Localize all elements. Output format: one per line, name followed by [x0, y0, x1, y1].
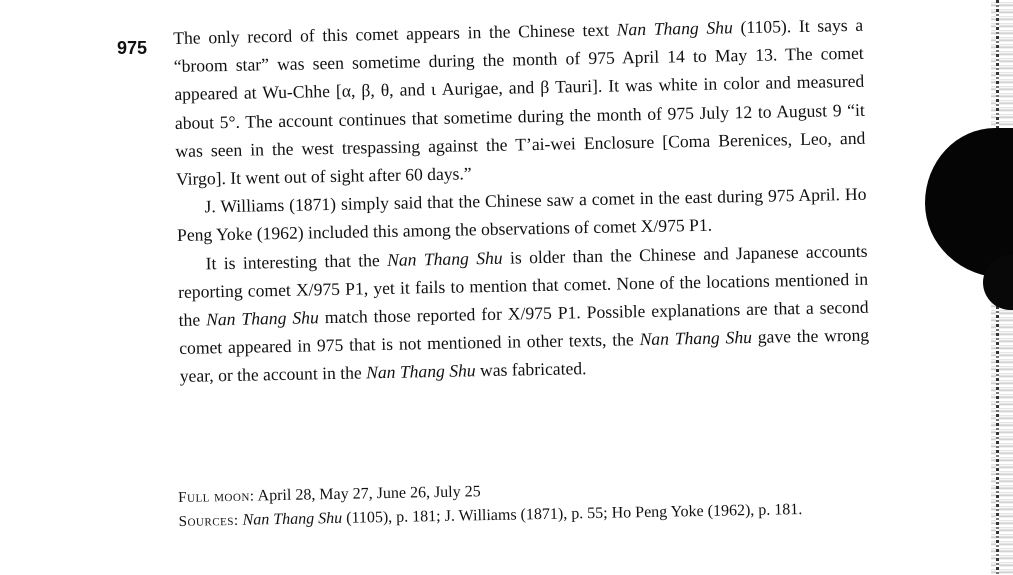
- book-title: Nan Thang Shu: [616, 17, 733, 40]
- paragraph-2: J. Williams (1871) simply said that the Chinese saw a comet in the east during 975 April. Ho Peng Yoke (1962) included this among the observations of comet X/975 P1.: [176, 183, 867, 246]
- full-moon-label: Full moon:: [178, 488, 255, 506]
- scan-shadow: [925, 128, 1013, 278]
- book-title: Nan Thang Shu: [365, 360, 476, 383]
- entry-body: [173, 11, 870, 391]
- book-title: Nan Thang Shu: [386, 247, 503, 270]
- book-title: Nan Thang Shu: [205, 307, 319, 330]
- paragraph-3: It is interesting that the Nan Thang Shu is older than the Chinese and Japanese accounts reporting comet X/975 P1, yet it fails to mention that comet. None of the locations mentioned in the Nan Thang Shu match those reported for X/975 P1. Possible explanations are that a second comet appeared in 975 that is not mentioned in other texts, the Nan Thang Shu gave the wrong year, or the account in the Nan Thang Shu was fabricated.: [177, 240, 870, 387]
- sources-label: Sources:: [178, 512, 239, 530]
- book-title: Nan Thang Shu: [639, 327, 753, 350]
- book-title: Nan Thang Shu: [242, 509, 343, 529]
- sources-list: (1105), p. 181; J. Williams (1871), p. 55; Ho Peng Yoke (1962), p. 181.: [341, 501, 803, 527]
- full-moon-dates: April 28, May 27, June 26, July 25: [254, 483, 481, 505]
- entry-year: 975: [117, 38, 148, 58]
- entry-footer: [178, 473, 869, 534]
- paragraph-1: The only record of this comet appears in the Chinese text Nan Thang Shu (1105). It says a “broom star” was seen sometime during the month of 975 April 14 to May 13. The comet appeared at Wu-Chhe [α, β, θ, and ι Aurigae, and β Tauri]. It was white in color and measured about 5°. The account continues that sometime during the month of 975 July 12 to August 9 “it was seen in the west trespassing against the T’ai-wei Enclosure [Coma Berenices, Leo, and Virgo]. It went out of sight after 60 days.”: [173, 14, 866, 189]
